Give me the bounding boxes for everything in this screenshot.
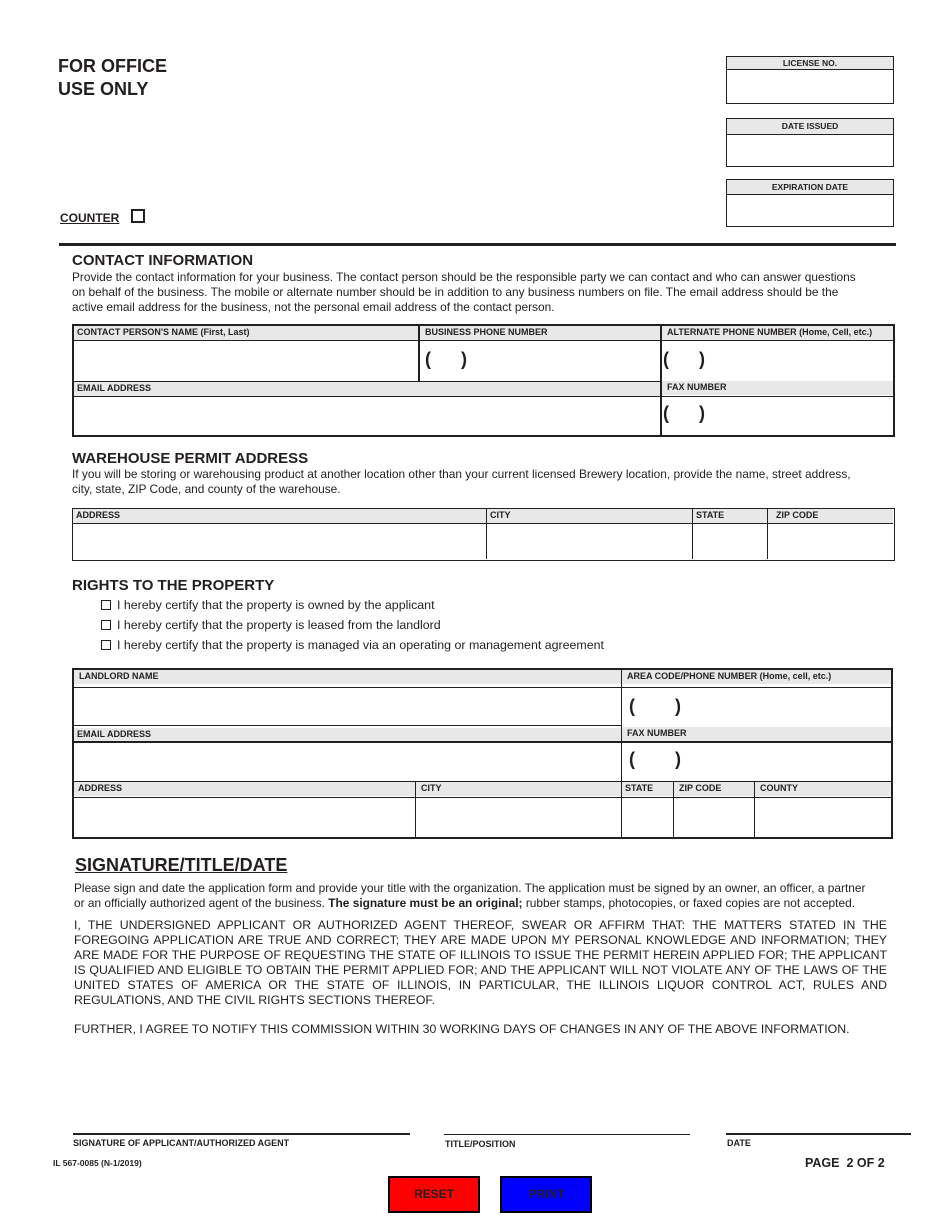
warehouse-intro: If you will be storing or warehousing product at another location other than your current licensed Brewery location, provide the name, street address, city, state, ZIP Code, and county of the warehouse. bbox=[72, 467, 851, 496]
title-line[interactable] bbox=[444, 1134, 690, 1135]
rights-option-owned[interactable]: I hereby certify that the property is owned by the applicant bbox=[101, 598, 435, 612]
warehouse-address-field[interactable] bbox=[73, 524, 486, 559]
landlord-name-field[interactable] bbox=[74, 688, 621, 725]
office-use-title: FOR OFFICE USE ONLY bbox=[58, 56, 167, 99]
page-number: PAGE 2 OF 2 bbox=[805, 1156, 885, 1170]
warehouse-state-field[interactable] bbox=[693, 524, 767, 559]
landlord-fax-label: FAX NUMBER bbox=[622, 727, 891, 741]
section-divider bbox=[59, 243, 896, 246]
expiration-date-label: EXPIRATION DATE bbox=[727, 180, 893, 195]
landlord-name-label: LANDLORD NAME bbox=[74, 670, 621, 684]
landlord-zip-label: ZIP CODE bbox=[674, 782, 754, 796]
landlord-address-field[interactable] bbox=[74, 798, 415, 837]
leased-checkbox[interactable] bbox=[101, 620, 111, 630]
landlord-county-label: COUNTY bbox=[755, 782, 891, 796]
warehouse-zip-field[interactable] bbox=[768, 524, 893, 559]
landlord-state-field[interactable] bbox=[622, 798, 673, 837]
print-button[interactable]: PRINT bbox=[500, 1176, 592, 1213]
contact-heading: CONTACT INFORMATION bbox=[72, 252, 254, 269]
business-phone-label: BUSINESS PHONE NUMBER bbox=[419, 326, 660, 340]
counter-checkbox[interactable] bbox=[131, 209, 145, 223]
signature-label: SIGNATURE OF APPLICANT/AUTHORIZED AGENT bbox=[73, 1138, 290, 1148]
alt-phone-label: ALTERNATE PHONE NUMBER (Home, Cell, etc.) bbox=[661, 326, 893, 340]
reset-button[interactable]: RESET bbox=[388, 1176, 480, 1213]
owned-checkbox[interactable] bbox=[101, 600, 111, 610]
warehouse-state-label: STATE bbox=[693, 509, 767, 523]
contact-name-field[interactable] bbox=[74, 341, 418, 380]
landlord-phone-field[interactable] bbox=[622, 688, 891, 725]
landlord-email-label: EMAIL ADDRESS bbox=[74, 728, 621, 741]
license-no-field[interactable] bbox=[727, 70, 893, 103]
alt-phone-field[interactable] bbox=[661, 341, 893, 380]
landlord-fax-field[interactable] bbox=[622, 743, 891, 781]
warehouse-address-label: ADDRESS bbox=[73, 509, 486, 523]
contact-intro: Provide the contact information for your business. The contact person should be the responsible party we can contact and who can answer questions on behalf of the business. The mobile or alternate number should be in addition to any business numbers on file. The email address should be the active email address for the business, not the personal email address of the contact person. bbox=[72, 270, 856, 314]
landlord-state-label: STATE bbox=[622, 782, 673, 796]
expiration-date-box bbox=[726, 179, 894, 227]
business-phone-field[interactable] bbox=[419, 341, 660, 380]
contact-fax-areacode: ( ) bbox=[663, 403, 705, 423]
landlord-grid bbox=[72, 668, 893, 839]
contact-email-label: EMAIL ADDRESS bbox=[74, 382, 660, 396]
date-issued-box bbox=[726, 118, 894, 167]
landlord-phone-label: AREA CODE/PHONE NUMBER (Home, cell, etc.) bbox=[622, 670, 891, 684]
landlord-address-label: ADDRESS bbox=[74, 782, 415, 796]
date-line[interactable] bbox=[726, 1133, 911, 1135]
counter-label: COUNTER bbox=[60, 211, 120, 225]
oath-statement: I, THE UNDERSIGNED APPLICANT OR AUTHORIZED AGENT THEREOF, SWEAR OR AFFIRM THAT: THE MATTERS STATED IN THE FOREGOING APPLICATION ARE TRUE AND CORRECT; THEY ARE MADE UPON MY PERSONAL KNOWLEDGE AND INFORMATION; THEY ARE MADE FOR THE PURPOSE OF REQUESTING THE STATE OF ILLINOIS TO ISSUE THE PERMIT HEREIN APPLIED FOR; THE APPLICANT IS QUALIFIED AND ELIGIBLE TO OBTAIN THE PERMIT APPLIED FOR; AND THE APPLICANT WILL NOT VIOLATE ANY OF THE LAWS OF THE UNITED STATES OF AMERICA OR THE STATE OF ILLINOIS, IN PARTICULAR, THE ILLINOIS LIQUOR CONTROL ACT, RULES AND REGULATIONS, AND THE CIVIL RIGHTS SECTIONS THEREOF. bbox=[74, 918, 887, 1007]
warehouse-zip-label: ZIP CODE bbox=[768, 509, 893, 523]
expiration-date-field[interactable] bbox=[727, 195, 893, 226]
rights-heading: RIGHTS TO THE PROPERTY bbox=[72, 577, 275, 594]
signature-line[interactable] bbox=[73, 1133, 410, 1135]
form-id: IL 567-0085 (N-1/2019) bbox=[53, 1158, 142, 1168]
license-no-box bbox=[726, 56, 894, 104]
warehouse-city-field[interactable] bbox=[487, 524, 692, 559]
license-no-label: LICENSE NO. bbox=[727, 57, 893, 70]
landlord-email-field[interactable] bbox=[74, 743, 621, 781]
rights-option-leased[interactable]: I hereby certify that the property is leased from the landlord bbox=[101, 618, 441, 632]
landlord-city-label: CITY bbox=[416, 782, 621, 796]
managed-checkbox[interactable] bbox=[101, 640, 111, 650]
contact-email-field[interactable] bbox=[74, 397, 660, 435]
date-issued-label: DATE ISSUED bbox=[727, 119, 893, 135]
date-issued-field[interactable] bbox=[727, 135, 893, 166]
signature-intro: Please sign and date the application form and provide your title with the organization. The application must be signed by an owner, an officer, a partner or an officially authorized agent of the business. The signature must be an original; rubber stamps, photocopies, or faxed copies are not accepted. bbox=[74, 881, 866, 910]
warehouse-city-label: CITY bbox=[487, 509, 692, 523]
landlord-city-field[interactable] bbox=[416, 798, 621, 837]
business-phone-areacode: ( ) bbox=[425, 349, 467, 369]
contact-fax-label: FAX NUMBER bbox=[662, 381, 893, 395]
landlord-zip-field[interactable] bbox=[674, 798, 754, 837]
landlord-county-field[interactable] bbox=[755, 798, 891, 837]
notify-statement: FURTHER, I AGREE TO NOTIFY THIS COMMISSION WITHIN 30 WORKING DAYS OF CHANGES IN ANY OF THE ABOVE INFORMATION. bbox=[74, 1022, 850, 1036]
alt-phone-areacode: ( ) bbox=[663, 349, 705, 369]
landlord-phone-areacode: ( ) bbox=[629, 696, 681, 716]
contact-name-label: CONTACT PERSON'S NAME (First, Last) bbox=[74, 326, 418, 340]
warehouse-grid bbox=[72, 508, 895, 561]
warehouse-heading: WAREHOUSE PERMIT ADDRESS bbox=[72, 450, 309, 467]
rights-option-managed[interactable]: I hereby certify that the property is managed via an operating or management agreement bbox=[101, 638, 604, 652]
contact-grid bbox=[72, 324, 895, 437]
landlord-fax-areacode: ( ) bbox=[629, 749, 681, 769]
title-label: TITLE/POSITION bbox=[445, 1139, 516, 1149]
contact-fax-field[interactable] bbox=[662, 397, 893, 435]
signature-heading: SIGNATURE/TITLE/DATE bbox=[75, 855, 288, 875]
date-label: DATE bbox=[727, 1138, 751, 1148]
